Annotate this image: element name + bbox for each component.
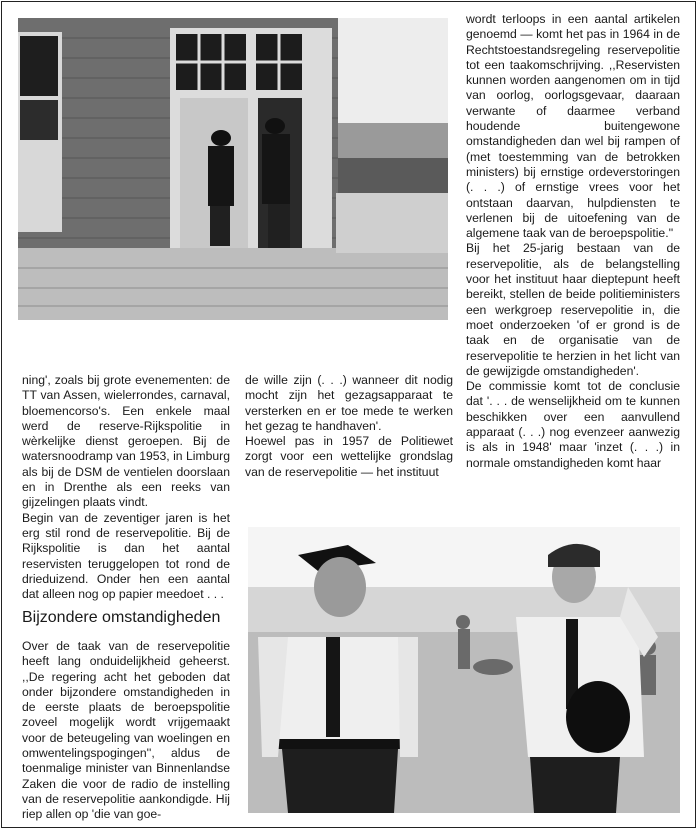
flood-photo [18,18,448,320]
paragraph: ning', zoals bij grote evenementen: de TT van Assen, wielerrondes, carnaval, bloemencorso's. Een enkele maal werd de reserve-Rijkspolitie in wèrkelijke dienst geroepen. Bij de watersnoodramp van 1953, in Limburg als bij de DSM de ventielen doorslaan en in Drenthe als een reeks van gijzelingen plaats vindt. [22,373,230,510]
paragraph: Over de taak van de reservepolitie heeft lang onduidelijkheid geheerst. ,,De regering acht het geboden dat onder bijzondere omstandigheden in de eerste plaats de beroepspolitie zoveel mogelijk wordt vrijgemaakt voor de beteugeling van woelingen en omwentelingspogingen'', aldus de toenmalige minister van Binnenlandse Zaken die voor de radio de instelling van de reservepolitie aankondigde. Hij riep allen op 'die van goe- [22,639,230,822]
paragraph: wordt terloops in een aantal artikelen genoemd — komt het pas in 1964 in de Rechtstoestandsregeling reservepolitie tot een taakomschrijving. ,,Reservisten kunnen worden aangenomen om in tijd van oorlog, oorlogsgevaar, daaraan verwante of daarmee verband houdende buitengewone omstandigheden dan wel bij rampen of (met toestemming van de betrokken ministers) bij ernstige ordeverstoringen (. . .) of ernstige vrees voor het ontstaan daarvan, hulpdiensten te verlenen bij de uitoefening van de algemene taak van de beroepspolitie.'' [466,12,680,241]
text-column-middle [245,373,453,480]
flood-photo-image [18,18,448,320]
text-column-right-top [466,12,680,471]
beach-photo-image [248,527,680,813]
paragraph: Hoewel pas in 1957 de Politiewet zorgt voor een wettelijke grondslag van de reservepolitie — het instituut [245,434,453,479]
beach-photo [248,527,680,813]
text-column-left [22,373,230,602]
text-column-left-bottom [22,639,230,823]
paragraph: Begin van de zeventiger jaren is het erg stil rond de reservepolitie. Bij de Rijkspolitie is dan het aantal reservisten teruggelopen tot rond de drieduizend. Onder hen een aantal dat alleen nog op papier meedoet . . . [22,510,230,602]
paragraph: de wille zijn (. . .) wanneer dit nodig mocht zijn het gezagsapparaat te versterken en er toe mede te werken het gezag te handhaven'. [245,373,453,433]
section-heading: Bijzondere omstandigheden [22,609,221,626]
paragraph: Bij het 25-jarig bestaan van de reservepolitie, als de belangstelling voor het instituut haar dieptepunt heeft bereikt, stellen de beide politieministers een werkgroep reservepolitie in, die moet onderzoeken 'of er grond is de taak en de organisatie van de reservepolitie te herzien in het licht van de gewijzigde omstandigheden'. [466,241,680,378]
paragraph: De commissie komt tot de conclusie dat '. . . de wenselijkheid om te kunnen beschikken over een aanvullend apparaat (. . .) nog evenzeer aanwezig is als in 1948' maar 'inzet (. . .) in normale omstandigheden komt haar [466,379,680,470]
